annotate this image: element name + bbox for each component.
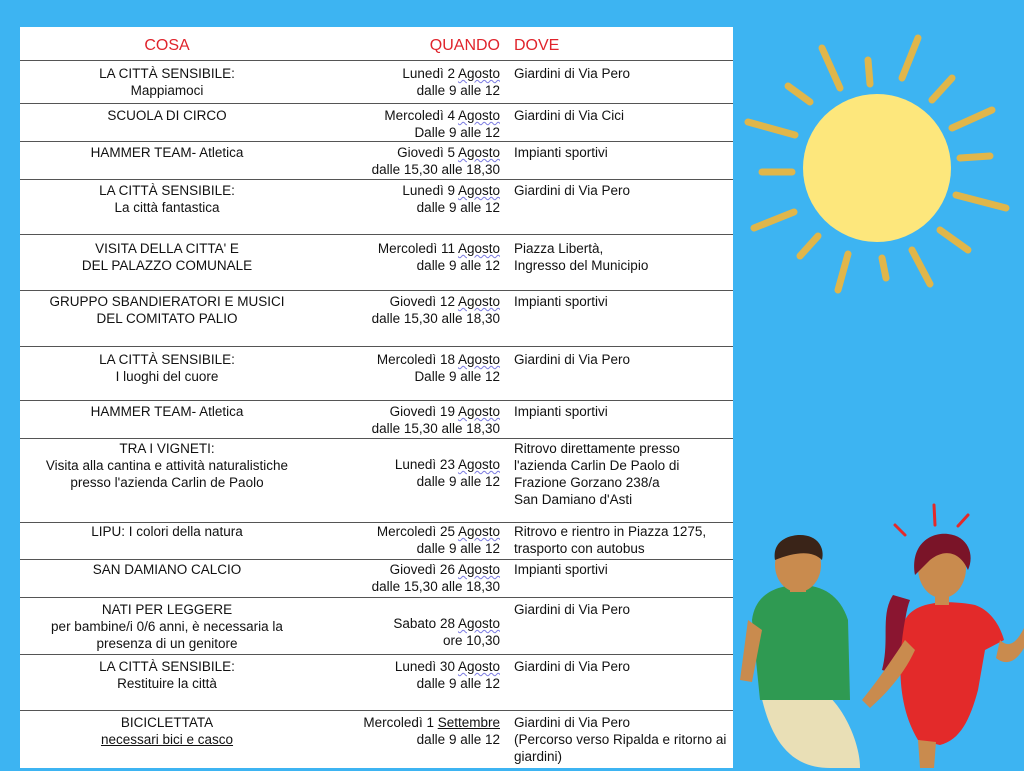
quando-cell-line: Giovedì 5 Agosto [397, 145, 500, 160]
dove-cell-line: Ingresso del Municipio [514, 258, 649, 273]
dove-cell-line: Piazza Libertà, [514, 241, 604, 256]
quando-cell [320, 561, 500, 595]
row-divider [20, 234, 733, 235]
quando-cell-line: Mercoledì 25 Agosto [376, 524, 500, 539]
cosa-cell-line: GRUPPO SBANDIERATORI E MUSICI [49, 294, 285, 309]
cosa-cell-line: Mappiamoci [130, 83, 204, 98]
cosa-cell-line: LA CITTÀ SENSIBILE: [99, 659, 235, 674]
dove-cell [514, 403, 729, 420]
cosa-cell-line: SAN DAMIANO CALCIO [92, 562, 242, 577]
dove-cell [514, 144, 729, 161]
quando-cell-line: dalle 9 alle 12 [416, 732, 500, 747]
cosa-cell [20, 182, 314, 216]
table-row [20, 240, 733, 296]
dove-cell-line: Giardini di Via Pero [514, 715, 631, 730]
cosa-cell-line: presenza di un genitore [96, 636, 238, 651]
dove-cell [514, 351, 729, 368]
dove-cell [514, 658, 729, 675]
quando-cell-line: dalle 15,30 alle 18,30 [371, 421, 500, 436]
row-divider [20, 559, 733, 560]
header-dove: DOVE [514, 37, 560, 54]
quando-cell-line: dalle 9 alle 12 [416, 474, 500, 489]
dove-cell [514, 182, 729, 199]
quando-cell [320, 403, 500, 437]
dove-cell-line: Giardini di Via Pero [514, 352, 631, 367]
dove-cell-line: Impianti sportivi [514, 294, 608, 309]
cosa-cell-line: HAMMER TEAM- Atletica [90, 145, 244, 160]
table-row [20, 293, 733, 349]
dove-cell [514, 440, 729, 508]
dove-cell [514, 107, 729, 124]
cosa-cell-line: Restituire la città [117, 676, 217, 691]
cosa-cell-line: NATI PER LEGGERE [101, 602, 233, 617]
cosa-cell-line: La città fantastica [114, 200, 220, 215]
dove-cell [514, 714, 729, 765]
quando-cell [320, 714, 500, 748]
table-row [20, 182, 733, 237]
quando-cell-line: Lunedì 2 Agosto [402, 66, 500, 81]
cosa-cell [20, 107, 314, 124]
dove-cell-line: (Percorso verso Ripalda e ritorno ai [514, 732, 727, 747]
dove-cell [514, 601, 729, 618]
table-row [20, 523, 733, 560]
row-divider [20, 400, 733, 401]
dove-cell-line: giardini) [514, 749, 563, 764]
quando-cell [320, 293, 500, 327]
table-row [20, 440, 733, 524]
dove-cell-line: Giardini di Via Pero [514, 183, 631, 198]
dove-cell-line: Giardini di Via Pero [514, 602, 631, 617]
dove-cell [514, 240, 729, 274]
quando-cell-line: dalle 9 alle 12 [416, 200, 500, 215]
table-row [20, 714, 733, 771]
row-divider [20, 141, 733, 142]
cosa-cell [20, 240, 314, 274]
dove-cell [514, 561, 729, 578]
quando-cell-line: dalle 15,30 alle 18,30 [371, 162, 500, 177]
quando-cell-line: Mercoledì 1 Settembre [363, 715, 500, 730]
cosa-cell [20, 65, 314, 99]
dove-cell-line: Giardini di Via Pero [514, 66, 631, 81]
table-row [20, 403, 733, 441]
cosa-cell-line: LIPU: I colori della natura [91, 524, 243, 539]
quando-cell-line: Dalle 9 alle 12 [414, 369, 500, 384]
table-row [20, 107, 733, 145]
quando-cell-line: Giovedì 26 Agosto [389, 562, 500, 577]
quando-cell-line: Lunedì 9 Agosto [402, 183, 500, 198]
dove-cell-line: Ritrovo direttamente presso [514, 441, 680, 456]
table-row [20, 65, 733, 108]
quando-cell [320, 658, 500, 692]
cosa-cell-line: SCUOLA DI CIRCO [107, 108, 227, 123]
dove-cell [514, 65, 729, 82]
quando-cell [320, 65, 500, 99]
cosa-cell [20, 293, 314, 327]
row-divider [20, 179, 733, 180]
cosa-cell-line: VISITA DELLA CITTA' E [95, 241, 239, 256]
table-row [20, 601, 733, 658]
header-quando: QUANDO [429, 37, 500, 54]
quando-cell-line: Lunedì 30 Agosto [394, 659, 500, 674]
table-row [20, 561, 733, 599]
dove-cell-line: San Damiano d'Asti [514, 492, 633, 507]
cosa-cell-line: BICICLETTATA [120, 715, 214, 730]
dove-cell-line: Impianti sportivi [514, 404, 608, 419]
dove-cell-line: l'azienda Carlin De Paolo di [514, 458, 680, 473]
cosa-cell-line: presso l'azienda Carlin de Paolo [70, 475, 264, 490]
quando-cell-line: Lunedì 23 Agosto [394, 457, 500, 472]
quando-cell [320, 615, 500, 649]
dove-cell [514, 523, 729, 557]
quando-cell-line: Giovedì 19 Agosto [389, 404, 500, 419]
header-cosa: COSA [144, 37, 190, 54]
quando-cell-line: Mercoledì 11 Agosto [377, 241, 500, 256]
cosa-cell [20, 714, 314, 748]
dove-cell [514, 293, 729, 310]
cosa-cell-line: Visita alla cantina e attività naturalistiche [45, 458, 289, 473]
cosa-cell [20, 144, 314, 161]
cosa-cell-line: I luoghi del cuore [115, 369, 219, 384]
cosa-cell [20, 601, 314, 652]
quando-cell [320, 182, 500, 216]
row-divider [20, 103, 733, 104]
quando-cell-line: Sabato 28 Agosto [393, 616, 500, 631]
cosa-cell [20, 440, 314, 491]
girl-figure [862, 505, 1024, 768]
table-row [20, 144, 733, 182]
quando-cell [320, 456, 500, 490]
quando-cell-line: dalle 15,30 alle 18,30 [371, 579, 500, 594]
dove-cell-line: Impianti sportivi [514, 145, 608, 160]
quando-cell [320, 107, 500, 141]
table-row [20, 658, 733, 714]
cosa-cell-line: necessari bici e casco [100, 732, 234, 747]
quando-cell [320, 351, 500, 385]
dove-cell-line: Ritrovo e rientro in Piazza 1275, [514, 524, 707, 539]
row-divider [20, 438, 733, 439]
boy-figure [740, 535, 860, 768]
dove-cell-line: trasporto con autobus [514, 541, 645, 556]
quando-cell-line: Dalle 9 alle 12 [414, 125, 500, 140]
dove-cell-line: Frazione Gorzano 238/a [514, 475, 660, 490]
cosa-cell-line: DEL COMITATO PALIO [96, 311, 238, 326]
sun-icon [748, 38, 1006, 290]
quando-cell [320, 144, 500, 178]
quando-cell-line: Mercoledì 4 Agosto [384, 108, 500, 123]
quando-cell-line: dalle 9 alle 12 [416, 676, 500, 691]
schedule-table [20, 27, 733, 768]
quando-cell [320, 240, 500, 274]
row-divider [20, 522, 733, 523]
cosa-cell-line: TRA I VIGNETI: [119, 441, 215, 456]
cosa-cell-line: DEL PALAZZO COMUNALE [81, 258, 253, 273]
cosa-cell-line: HAMMER TEAM- Atletica [90, 404, 244, 419]
dove-cell-line: Impianti sportivi [514, 562, 608, 577]
quando-cell-line: dalle 9 alle 12 [416, 83, 500, 98]
cosa-cell [20, 561, 314, 578]
row-divider [20, 597, 733, 598]
cosa-cell [20, 523, 314, 540]
quando-cell [320, 523, 500, 557]
cosa-cell [20, 658, 314, 692]
row-divider [20, 290, 733, 291]
quando-cell-line: dalle 9 alle 12 [416, 258, 500, 273]
quando-cell-line: Mercoledì 18 Agosto [376, 352, 500, 367]
row-divider [20, 710, 733, 711]
cosa-cell [20, 403, 314, 420]
quando-cell-line: dalle 15,30 alle 18,30 [371, 311, 500, 326]
quando-cell-line: Giovedì 12 Agosto [389, 294, 500, 309]
cosa-cell-line: LA CITTÀ SENSIBILE: [99, 183, 235, 198]
row-divider [20, 60, 733, 61]
cosa-cell [20, 351, 314, 385]
table-row [20, 351, 733, 405]
quando-cell-line: ore 10,30 [442, 633, 500, 648]
dove-cell-line: Giardini di Via Pero [514, 659, 631, 674]
dove-cell-line: Giardini di Via Cici [514, 108, 625, 123]
cosa-cell-line: per bambine/i 0/6 anni, è necessaria la [51, 619, 283, 634]
cosa-cell-line: LA CITTÀ SENSIBILE: [99, 352, 235, 367]
row-divider [20, 654, 733, 655]
quando-cell-line: dalle 9 alle 12 [416, 541, 500, 556]
row-divider [20, 346, 733, 347]
cosa-cell-line: LA CITTÀ SENSIBILE: [99, 66, 235, 81]
